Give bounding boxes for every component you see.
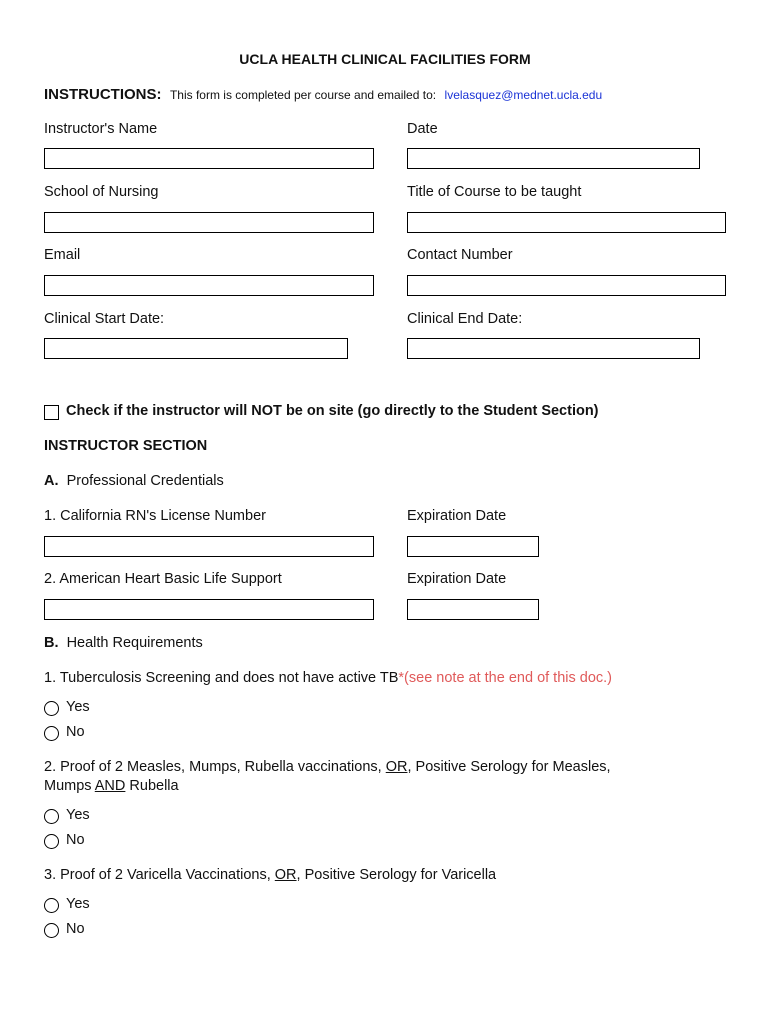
- section-a-letter: A.: [44, 473, 59, 489]
- contact-number-field[interactable]: [407, 275, 726, 296]
- school-field[interactable]: [44, 212, 374, 233]
- mmr-text-b: , Positive Serology for Measles,: [407, 759, 611, 775]
- varicella-text-a: 3. Proof of 2 Varicella Vaccinations,: [44, 867, 275, 883]
- section-b-heading: [44, 635, 203, 651]
- tb-question-text: 1. Tuberculosis Screening and does not have active TB: [44, 670, 399, 686]
- date-label: Date: [407, 121, 438, 137]
- mmr-and: AND: [94, 778, 126, 794]
- instructions-label: INSTRUCTIONS:: [44, 86, 162, 103]
- school-label: School of Nursing: [44, 184, 159, 200]
- mmr-no-radio[interactable]: [44, 834, 59, 849]
- email-label: Email: [44, 247, 81, 263]
- email-field[interactable]: [44, 275, 374, 296]
- mmr-yes-label: Yes: [66, 807, 90, 823]
- mmr-text-a: 2. Proof of 2 Measles, Mumps, Rubella vaccinations,: [44, 759, 386, 775]
- not-on-site-checkbox[interactable]: [44, 405, 59, 420]
- section-b-letter: B.: [44, 635, 59, 651]
- instructor-section-heading: INSTRUCTOR SECTION: [44, 438, 208, 454]
- bls-expiration-field[interactable]: [407, 599, 539, 620]
- course-title-field[interactable]: [407, 212, 726, 233]
- bls-label: 2. American Heart Basic Life Support: [44, 571, 282, 587]
- rn-license-label: 1. California RN's License Number: [44, 508, 266, 524]
- contact-number-label: Contact Number: [407, 247, 513, 263]
- varicella-yes-radio[interactable]: [44, 898, 59, 913]
- section-a-heading: [44, 473, 224, 489]
- bls-expiration-label: Expiration Date: [407, 571, 507, 587]
- mmr-no-label: No: [66, 832, 85, 848]
- tb-note: *(see note at the end of this doc.): [398, 670, 613, 686]
- date-field[interactable]: [407, 148, 700, 169]
- tb-no-label: No: [66, 724, 85, 740]
- tb-yes-radio[interactable]: [44, 701, 59, 716]
- clinical-start-field[interactable]: [44, 338, 348, 359]
- tb-no-radio[interactable]: [44, 726, 59, 741]
- rn-license-field[interactable]: [44, 536, 374, 557]
- tb-question: [44, 670, 612, 686]
- varicella-or: OR: [274, 867, 297, 883]
- mmr-or: OR: [385, 759, 408, 775]
- instructions: [44, 86, 602, 104]
- varicella-text-b: , Positive Serology for Varicella: [296, 867, 497, 883]
- instructions-email-link[interactable]: lvelasquez@mednet.ucla.edu: [444, 88, 603, 102]
- instructor-name-field[interactable]: [44, 148, 374, 169]
- not-on-site-label: Check if the instructor will NOT be on site (go directly to the Student Section): [66, 403, 599, 419]
- varicella-no-label: No: [66, 921, 85, 937]
- mmr-question-line1: [44, 759, 611, 775]
- mmr-text-d: Rubella: [125, 778, 179, 794]
- form-title: UCLA HEALTH CLINICAL FACILITIES FORM: [239, 51, 531, 67]
- section-b-title: Health Requirements: [66, 635, 203, 651]
- clinical-end-label: Clinical End Date:: [407, 311, 523, 327]
- varicella-no-radio[interactable]: [44, 923, 59, 938]
- rn-expiration-label: Expiration Date: [407, 508, 507, 524]
- clinical-start-label: Clinical Start Date:: [44, 311, 165, 327]
- mmr-text-c: Mumps: [44, 778, 95, 794]
- tb-yes-label: Yes: [66, 699, 90, 715]
- instructions-text: This form is completed per course and emailed to:: [169, 88, 437, 102]
- section-a-title: Professional Credentials: [66, 473, 224, 489]
- course-title-label: Title of Course to be taught: [407, 184, 582, 200]
- mmr-yes-radio[interactable]: [44, 809, 59, 824]
- rn-expiration-field[interactable]: [407, 536, 539, 557]
- mmr-question-line2: [44, 778, 179, 794]
- bls-field[interactable]: [44, 599, 374, 620]
- varicella-question: [44, 867, 496, 883]
- instructor-name-label: Instructor's Name: [44, 121, 158, 137]
- clinical-end-field[interactable]: [407, 338, 700, 359]
- varicella-yes-label: Yes: [66, 896, 90, 912]
